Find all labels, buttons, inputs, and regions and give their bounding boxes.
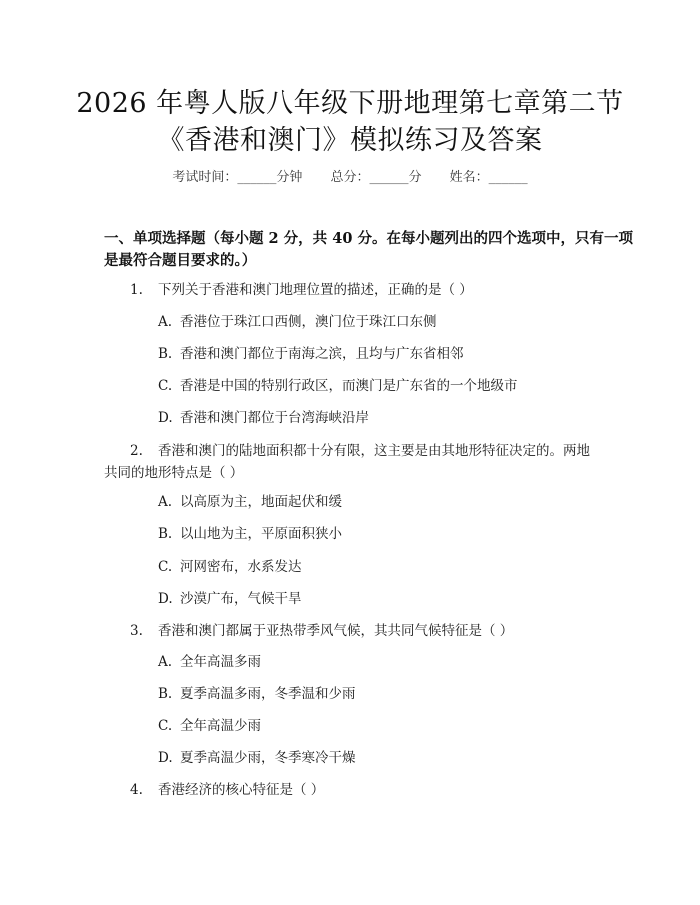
question-4 <box>104 779 604 801</box>
exam-info-bar <box>0 167 700 189</box>
option-text: 香港和澳门都位于南海之滨，且均与广东省相邻 <box>180 346 464 362</box>
question-1-option-c[interactable] <box>158 375 518 397</box>
option-letter: B. <box>158 526 173 542</box>
option-text: 全年高温多雨 <box>180 654 261 670</box>
option-letter: C. <box>158 559 173 575</box>
option-text: 沙漠广布，气候干旱 <box>180 591 302 607</box>
question-1 <box>104 279 604 301</box>
question-2-option-a[interactable] <box>158 491 342 513</box>
option-letter: A. <box>158 654 173 670</box>
option-letter: B. <box>158 346 173 362</box>
option-text: 夏季高温少雨，冬季寒冷干燥 <box>180 750 356 766</box>
question-number: 2. <box>130 443 143 459</box>
option-text: 全年高温少雨 <box>180 718 261 734</box>
question-stem: 香港和澳门的陆地面积都十分有限，这主要是由其地形特征决定的。两地 <box>158 443 590 459</box>
question-number: 1. <box>130 282 143 298</box>
option-letter: B. <box>158 686 173 702</box>
question-2-option-d[interactable] <box>158 588 302 610</box>
option-text: 香港位于珠江口西侧，澳门位于珠江口东侧 <box>180 314 437 330</box>
exam-title-line-1: 2026 年粤人版八年级下册地理第七章第二节 <box>76 88 624 119</box>
option-letter: C. <box>158 378 173 394</box>
question-3-option-b[interactable] <box>158 683 356 705</box>
option-letter: A. <box>158 494 173 510</box>
question-1-option-a[interactable] <box>158 311 437 333</box>
question-3-option-d[interactable] <box>158 747 356 769</box>
exam-title-line-2: 《香港和澳门》模拟练习及答案 <box>157 125 543 156</box>
question-stem: 香港和澳门都属于亚热带季风气候，其共同气候特征是（ ） <box>158 623 514 639</box>
option-letter: D. <box>158 410 173 426</box>
question-number: 3. <box>130 623 143 639</box>
option-letter: C. <box>158 718 173 734</box>
question-3-option-a[interactable] <box>158 651 261 673</box>
question-3-option-c[interactable] <box>158 715 261 737</box>
question-stem-continued: 共同的地形特点是（ ） <box>104 465 244 481</box>
student-name-field: 姓名：______ <box>449 170 528 185</box>
option-text: 夏季高温多雨，冬季温和少雨 <box>180 686 356 702</box>
question-1-option-d[interactable] <box>158 407 369 429</box>
option-text: 以山地为主，平原面积狭小 <box>180 526 342 542</box>
exam-time-field: 考试时间：______分钟 <box>172 170 303 185</box>
option-text: 香港和澳门都位于台湾海峡沿岸 <box>180 410 369 426</box>
option-text: 香港是中国的特别行政区，而澳门是广东省的一个地级市 <box>180 378 518 394</box>
question-stem: 香港经济的核心特征是（ ） <box>158 782 325 798</box>
total-score-field: 总分：______分 <box>330 170 422 185</box>
section-heading-line-2: 是最符合题目要求的。） <box>104 252 257 269</box>
option-letter: D. <box>158 591 173 607</box>
question-2-option-c[interactable] <box>158 556 302 578</box>
question-3 <box>104 620 604 642</box>
question-number: 4. <box>130 782 143 798</box>
question-stem: 下列关于香港和澳门地理位置的描述，正确的是（ ） <box>158 282 473 298</box>
option-letter: D. <box>158 750 173 766</box>
question-1-option-b[interactable] <box>158 343 464 365</box>
question-2-option-b[interactable] <box>158 523 342 545</box>
question-2 <box>104 440 604 484</box>
option-text: 以高原为主，地面起伏和缓 <box>180 494 342 510</box>
option-letter: A. <box>158 314 173 330</box>
option-text: 河网密布，水系发达 <box>180 559 302 575</box>
section-heading-line-1: 一、单项选择题（每小题 2 分，共 40 分。在每小题列出的四个选项中，只有一项 <box>104 230 633 247</box>
